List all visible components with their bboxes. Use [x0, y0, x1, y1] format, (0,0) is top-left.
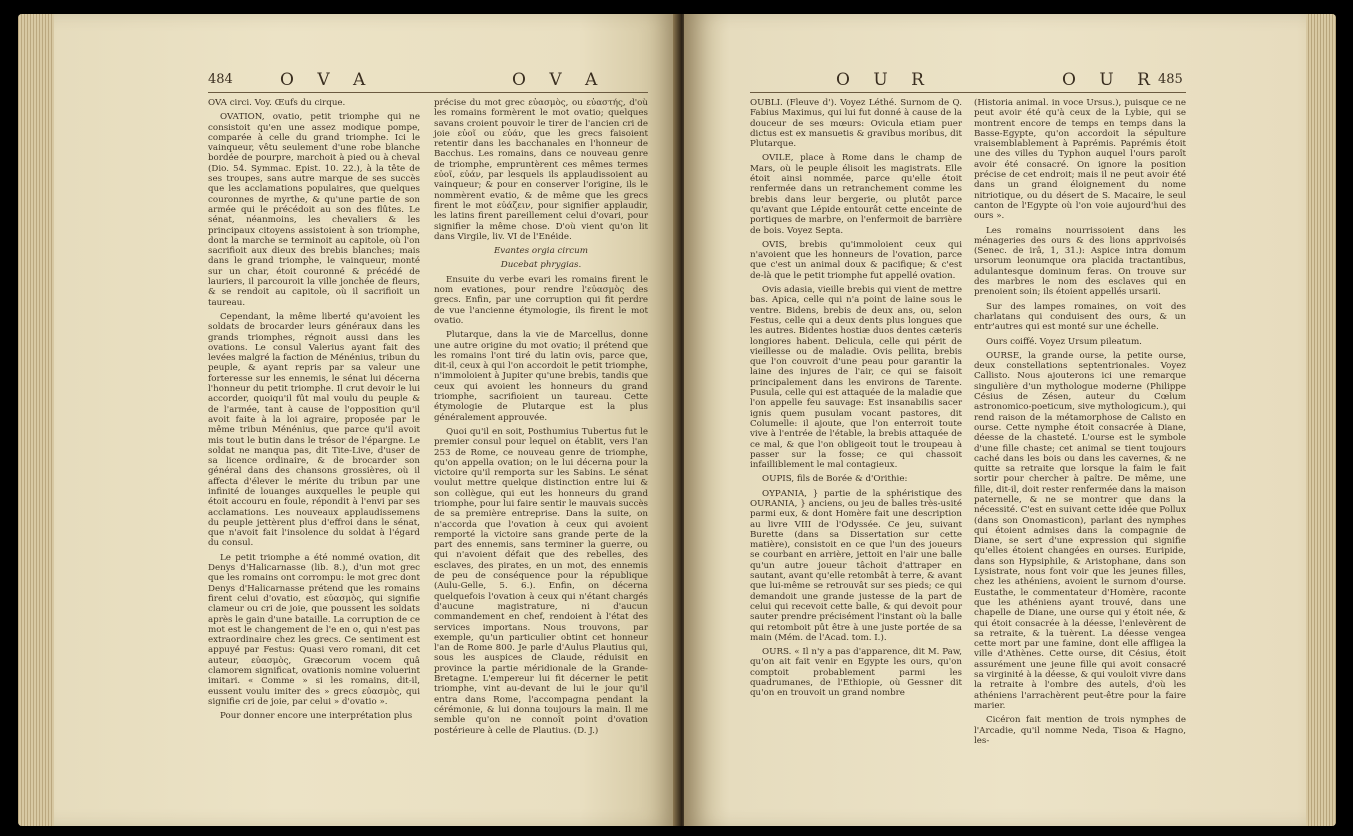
- column-2: [434, 98, 648, 740]
- page-edges-right: [1306, 14, 1336, 826]
- paragraph: Quoi qu'il en soit, Posthumius Tubertus fut le premier consul pour lequel on établit, vers l'an 253 de Rome, ce nouveau genre de triomphe, qu'on appella ovation; on le lui décerna pour la victoire qu'il remporta sur les Sabins. Le sénat voulut mettre quelque distinction entre lui & son collègue, qui eut les honneurs du grand triomphe, pour lui faire sentir le mauvais succès de sa première entreprise. Dans la suite, on n'accorda que l'ovation à ceux qui avoient remporté la victoire sans grande perte de la part des ennemis, sans terminer la guerre, ou qui n'avoient défait que des rebelles, des esclaves, des pirates, en un mot, des ennemis de peu de conséquence pour la république (Aulu-Gelle, 5. 6.). Enfin, on décerna quelquefois l'ovation à ceux qui n'étant chargés d'aucune magistrature, ni d'aucun commandement en chef, rendoient à l'état des services importans. Nous trouvons, par exemple, qu'un particulier obtint cet honneur l'an de Rome 800. Je parle d'Aulus Plautius qui, sous les auspices de Claude, réduisit en province la partie méridionale de la Grande-Bretagne. L'empereur lui fit décerner le petit triomphe, vint au-devant de lui le jour qu'il entra dans Rome, l'accompagna pendant la cérémonie, & lui donna toujours la main. Il me semble qu'on ne connoît point d'ovation postérieure à celle de Plautius. (D. J.): [434, 426, 648, 736]
- page-edges-left: [18, 14, 54, 826]
- open-book: [18, 14, 1336, 826]
- entry-ourania: ΟΥΡΑΝΙΑ, } partie de la sphéristique des OURANIA, } anciens, ou jeu de balles très-usité parmi eux, & dont Homère fait une description au livre VIII de l'Odyssée. Ce jeu, suivant Burette (dans sa Dissertation sur cette matière), consistoit en ce que l'un des joueurs se courbant en arrière, jettoit en l'air une balle qu'un autre joueur tâchoit d'attraper en sautant, avant qu'elle retombât à terre, & avant que lui-même se retrouvât sur ses pieds; ce qui demandoit une grande justesse de la part de celui qui recevoit cette balle, & qui devoit pour sauter prendre précisément l'instant où la balle qui retomboit pût être à une juste portée de sa main (Mém. de l'Acad. tom. I.).: [750, 488, 962, 643]
- column-2: [974, 98, 1186, 750]
- page-number: 484: [208, 72, 233, 87]
- paragraph: (Historia animal. in voce Ursus.), puisque ce ne peut avoir été qu'à ceux de la Lybie, qui se montrent encore de temps en temps dans la Basse-Egypte, qu'on accordoit la sépulture vraisemblablement à Paprémis. Paprémis étoit une des villes du Typhon auquel l'ours paroît avoir été consacré. On ignore la position précise de cet endroit; mais il ne peut avoir été dans un grand éloignement du nome nitriotique, ou du désert de S. Macaire, le seul canton de l'Egypte où l'on voie aujourd'hui des ours ».: [974, 98, 1186, 222]
- paragraph: Les romains nourrissoient dans les ménageries des ours & des lions apprivoisés (Senec. de irâ, 1, 31.): Aspice intra domum ursorum leonumque ora placida tractantibus, adulantesque dominum feras. On trouve sur des marbres le nom des esclaves qui en prenoient soin; ils étoient appellés ursarii.: [974, 225, 1186, 298]
- column-1: [208, 98, 420, 726]
- header-rule: [750, 92, 1186, 93]
- running-head-right: O V A: [512, 70, 607, 90]
- paragraph: Cicéron fait mention de trois nymphes de l'Arcadie, qu'il nomme Neda, Tisoa & Hagno, les-: [974, 715, 1186, 746]
- entry-ovis: OVIS, brebis qu'immoloient ceux qui n'avoient que les honneurs de l'ovation, parce que c'est un animal doux & pacifique; & c'est de-là que le petit triomphe fut appellé ovation.: [750, 239, 962, 281]
- right-page: [684, 14, 1336, 826]
- paragraph: Ovis adasia, vieille brebis qui vient de mettre bas. Apica, celle qui n'a point de laine sous le ventre. Bidens, brebis de deux ans, ou, selon Festus, celle qui a deux dents plus longues que les autres. Bidentes hostiæ duos dentes cæteris longiores habent. Delicula, celle qui périt de vieillesse ou de maladie. Ovis pellita, brebis que l'on couvroit d'une peau pour garantir la laine des injures de l'air, ce qui se faisoit principalement dans les environs de Tarente. Pusula, celle qui est attaquée de la maladie que l'on appelle feu sauvage: Est insanabilis sacer ignis quem pusulam vocant pastores, dit Columelle: il ajoute, que l'on enterroit toute vive à l'entrée de l'étable, la brebis attaquée de ce mal, & que l'on obligeoit tout le troupeau à passer sur la fosse; ce qui chassoit infailliblement le mal contagieux.: [750, 285, 962, 471]
- running-head: O U R: [836, 70, 933, 90]
- header-rule: [208, 92, 648, 93]
- left-page: [18, 14, 678, 826]
- entry-oubli: OUBLI. (Fleuve d'). Voyez Léthé. Surnom de Q. Fabius Maximus, qui lui fut donné à cause de la douceur de ses mœurs: Ovicula etiam puer dictus est ex mansuetis & gravibus moribus, dit Plutarque.: [750, 98, 962, 150]
- running-head-right: O U R: [1062, 70, 1159, 90]
- entry-oupis: OUPIS, fils de Borée & d'Orithie:: [762, 474, 908, 485]
- verse-line: Evantes orgia circum: [493, 246, 589, 257]
- paragraph: Sur des lampes romaines, on voit des charlatans qui conduisent des ours, & un entr'autres qui est monté sur une échelle.: [974, 301, 1186, 333]
- paragraph: Ensuite du verbe evari les romains firent le nom evationes, pour rendre l'εὐασμὸς des grecs. Enfin, par une corruption qui fit perdre de vue l'ancienne étymologie, ils firent le mot ovatio.: [434, 274, 648, 326]
- entry-ovile: OVILE, place à Rome dans le champ de Mars, où le peuple élisoit les magistrats. Elle étoit ainsi nommée, parce qu'elle étoit renfermée dans un retranchement comme les brebis dans leur bergerie, ou plutôt parce qu'avant que Lépide entourât cette enceinte de portiques de marbre, on l'enfermoit de barrière de bois. Voyez Septa.: [750, 153, 962, 236]
- paragraph: Pour donner encore une interprétation plus: [220, 711, 413, 722]
- paragraph: Plutarque, dans la vie de Marcellus, donne une autre origine du mot ovatio; il prétend que les romains l'ont tiré du latin ovis, parce que, dit-il, ceux à qui l'on accordoit le petit triomphe, n'immoloient à Jupiter qu'une brebis, tandis que ceux qui avoient les honneurs du grand triomphe, sacrifioient un taureau. Cette étymologie de Plutarque est la plus généralement approuvée.: [434, 330, 648, 423]
- paragraph: Cependant, la même liberté qu'avoient les soldats de brocarder leurs généraux dans les grands triomphes, régnoit aussi dans les ovations. Le consul Valerius ayant fait des levées malgré la faction de Ménénius, tribun du peuple, & ayant repris par sa valeur une forteresse sur les ennemis, le sénat lui décerna l'honneur du petit triomphe. Il crut devoir le lui accorder, quoiqu'il fût mal voulu du peuple & de l'armée, tant à cause de l'opposition qu'il avoit faite à la loi agraire, proposée par le même tribun Ménénius, que parce qu'il avoit mis tout le butin dans le trésor de l'épargne. Le soldat ne manqua pas, dit Tite-Live, d'user de sa licence ordinaire, & de brocarder son général dans des chansons grossières, où il affecta d'élever le mérite du tribun par une infinité de louanges auxquelles le peuple qui étoit accouru en foule, répondit à l'envi par ses acclamations. Les nouveaux applaudissemens du peuple jettèrent plus d'effroi dans le sénat, que n'avoit fait l'insolence du soldat à l'égard du consul.: [208, 311, 420, 549]
- verse-line: Ducebat phrygias.: [500, 260, 582, 271]
- entry-ovation: OVATION, ovatio, petit triomphe qui ne consistoit qu'en une assez modique pompe, comparée à celle du grand triomphe. Ici le vainqueur, vêtu seulement d'une robe blanche bordée de pourpre, marchoit à pied ou à cheval (Dio. 54. Symmac. Epist. 10. 22.), à la tête de ses troupes, sans autre marque de ses succès que les acclamations populaires, que quelques couronnes de myrthe, & qu'une partie de son armée qui le précédoit au son des flûtes. Le sénat, néanmoins, les chevaliers & les principaux citoyens assistoient à son triomphe, dont la marche se terminoit au capitole, où l'on sacrifioit aux dieux des brebis blanches; mais dans le grand triomphe, le vainqueur, monté sur un char, étoit couronné & précédé de lauriers, il parcouroit la ville jonchée de fleurs, & se rendoit au capitole, où il sacrifioit un taureau.: [208, 112, 420, 308]
- entry-ours-coiffe: Ours coiffé. Voyez Ursum pileatum.: [986, 336, 1142, 347]
- column-1: [750, 98, 962, 703]
- entry-ova-circi: OVA circi. Voy. Œufs du cirque.: [208, 98, 346, 108]
- running-head: O V A: [280, 70, 375, 90]
- page-number: 485: [1158, 72, 1183, 87]
- entry-ourse: OURSE, la grande ourse, la petite ourse, deux constellations septentrionales. Voyez Callisto. Nous ajouterons ici une remarque singulière d'un mythologue moderne (Philippe Césius de Zésen, auteur du Cœlum astronomico-poeticum, sive mythologicum.), qui rend raison de la métamorphose de Calisto en ourse. Cette nymphe étoit consacrée à Diane, déesse de la chasteté. L'ourse est le symbole d'une fille chaste; cet animal se tient toujours caché dans les bois ou dans les cavernes, & ne quitte sa retraite que lorsque la faim le fait sortir pour chercher à paître. De même, une fille, dit-il, doit rester renfermée dans la maison paternelle, & ne se montrer que dans la nécessité. C'est en suivant cette idée que Pollux (dans son Onomasticon), parlant des nymphes qui étoient admises dans la compagnie de Diane, se sert d'une expression qui signifie qu'elles étoient changées en ourses. Euripide, dans son Hypsiphile, & Aristophane, dans son Lysistrate, nous font voir que les jeunes filles, chez les athéniens, avoient le surnom d'ourse. Eustathe, le commentateur d'Homère, raconte que les athéniens ayant trouvé, dans une chapelle de Diane, une ourse qui y étoit née, & qui étoit consacrée à la déesse, l'enlevèrent de sa retraite, & la tuèrent. La déesse vengea cette mort par une famine, dont elle affligea la ville d'Athènes. Cette ourse, dit Césius, étoit assurément une jeune fille qui avoit consacré sa virginité à la déesse, & qui vouloit vivre dans la retraite à l'ombre des autels, d'où les athéniens l'arrachèrent peut-être pour la faire marier.: [974, 350, 1186, 711]
- entry-ours: OURS. « Il n'y a pas d'apparence, dit M. Paw, qu'on ait fait venir en Egypte les ours, qu'on comptoit probablement parmi les quadrumanes, de l'Ethiopie, où Gessner dit qu'on en trouvoit un grand nombre: [750, 647, 962, 699]
- paragraph: Le petit triomphe a été nommé ovation, dit Denys d'Halicarnasse (lib. 8.), d'un mot grec que les romains ont corrompu: le mot grec dont Denys d'Halicarnasse prétend que les romains firent celui d'ovatio, est εὐασμὸς, qui signifie clameur ou cri de joie, que poussent les soldats après le gain d'une bataille. La corruption de ce mot est le changement de l'e en o, qui n'est pas extraordinaire chez les grecs. Ce sentiment est appuyé par Festus: Quasi vero romani, dit cet auteur, εὐασμὸς, Græcorum vocem quâ clamorem significat, ovationis nomine voluerint imitari. « Comme » si les romains, dit-il, eussent voulu imiter des » grecs εὐασμὸς, qui signifie cri de joie, par celui » d'ovatio ».: [208, 552, 420, 707]
- paragraph: précise du mot grec εὐασμὸς, ou εὐαστής, d'où les romains formèrent le mot ovatio; quelques savans croient pouvoir le tirer de l'ancien cri de joie εὐοῖ ou εὐάν, que les grecs faisoient retentir dans les bacchanales en l'honneur de Bacchus. Les romains, dans ce nouveau genre de triomphe, empruntèrent ces mêmes termes εὐοῖ, εὐάν, par lesquels ils applaudissoient au vainqueur; & pour en conserver l'origine, ils le nommèrent evatio, & de même que les grecs firent le mot εὐάζειν, pour signifier applaudir, les latins firent pareillement celui d'ovari, pour signifier la même chose. D'où vient qu'on lit dans Virgile, liv. VI de l'Enéide.: [434, 98, 648, 242]
